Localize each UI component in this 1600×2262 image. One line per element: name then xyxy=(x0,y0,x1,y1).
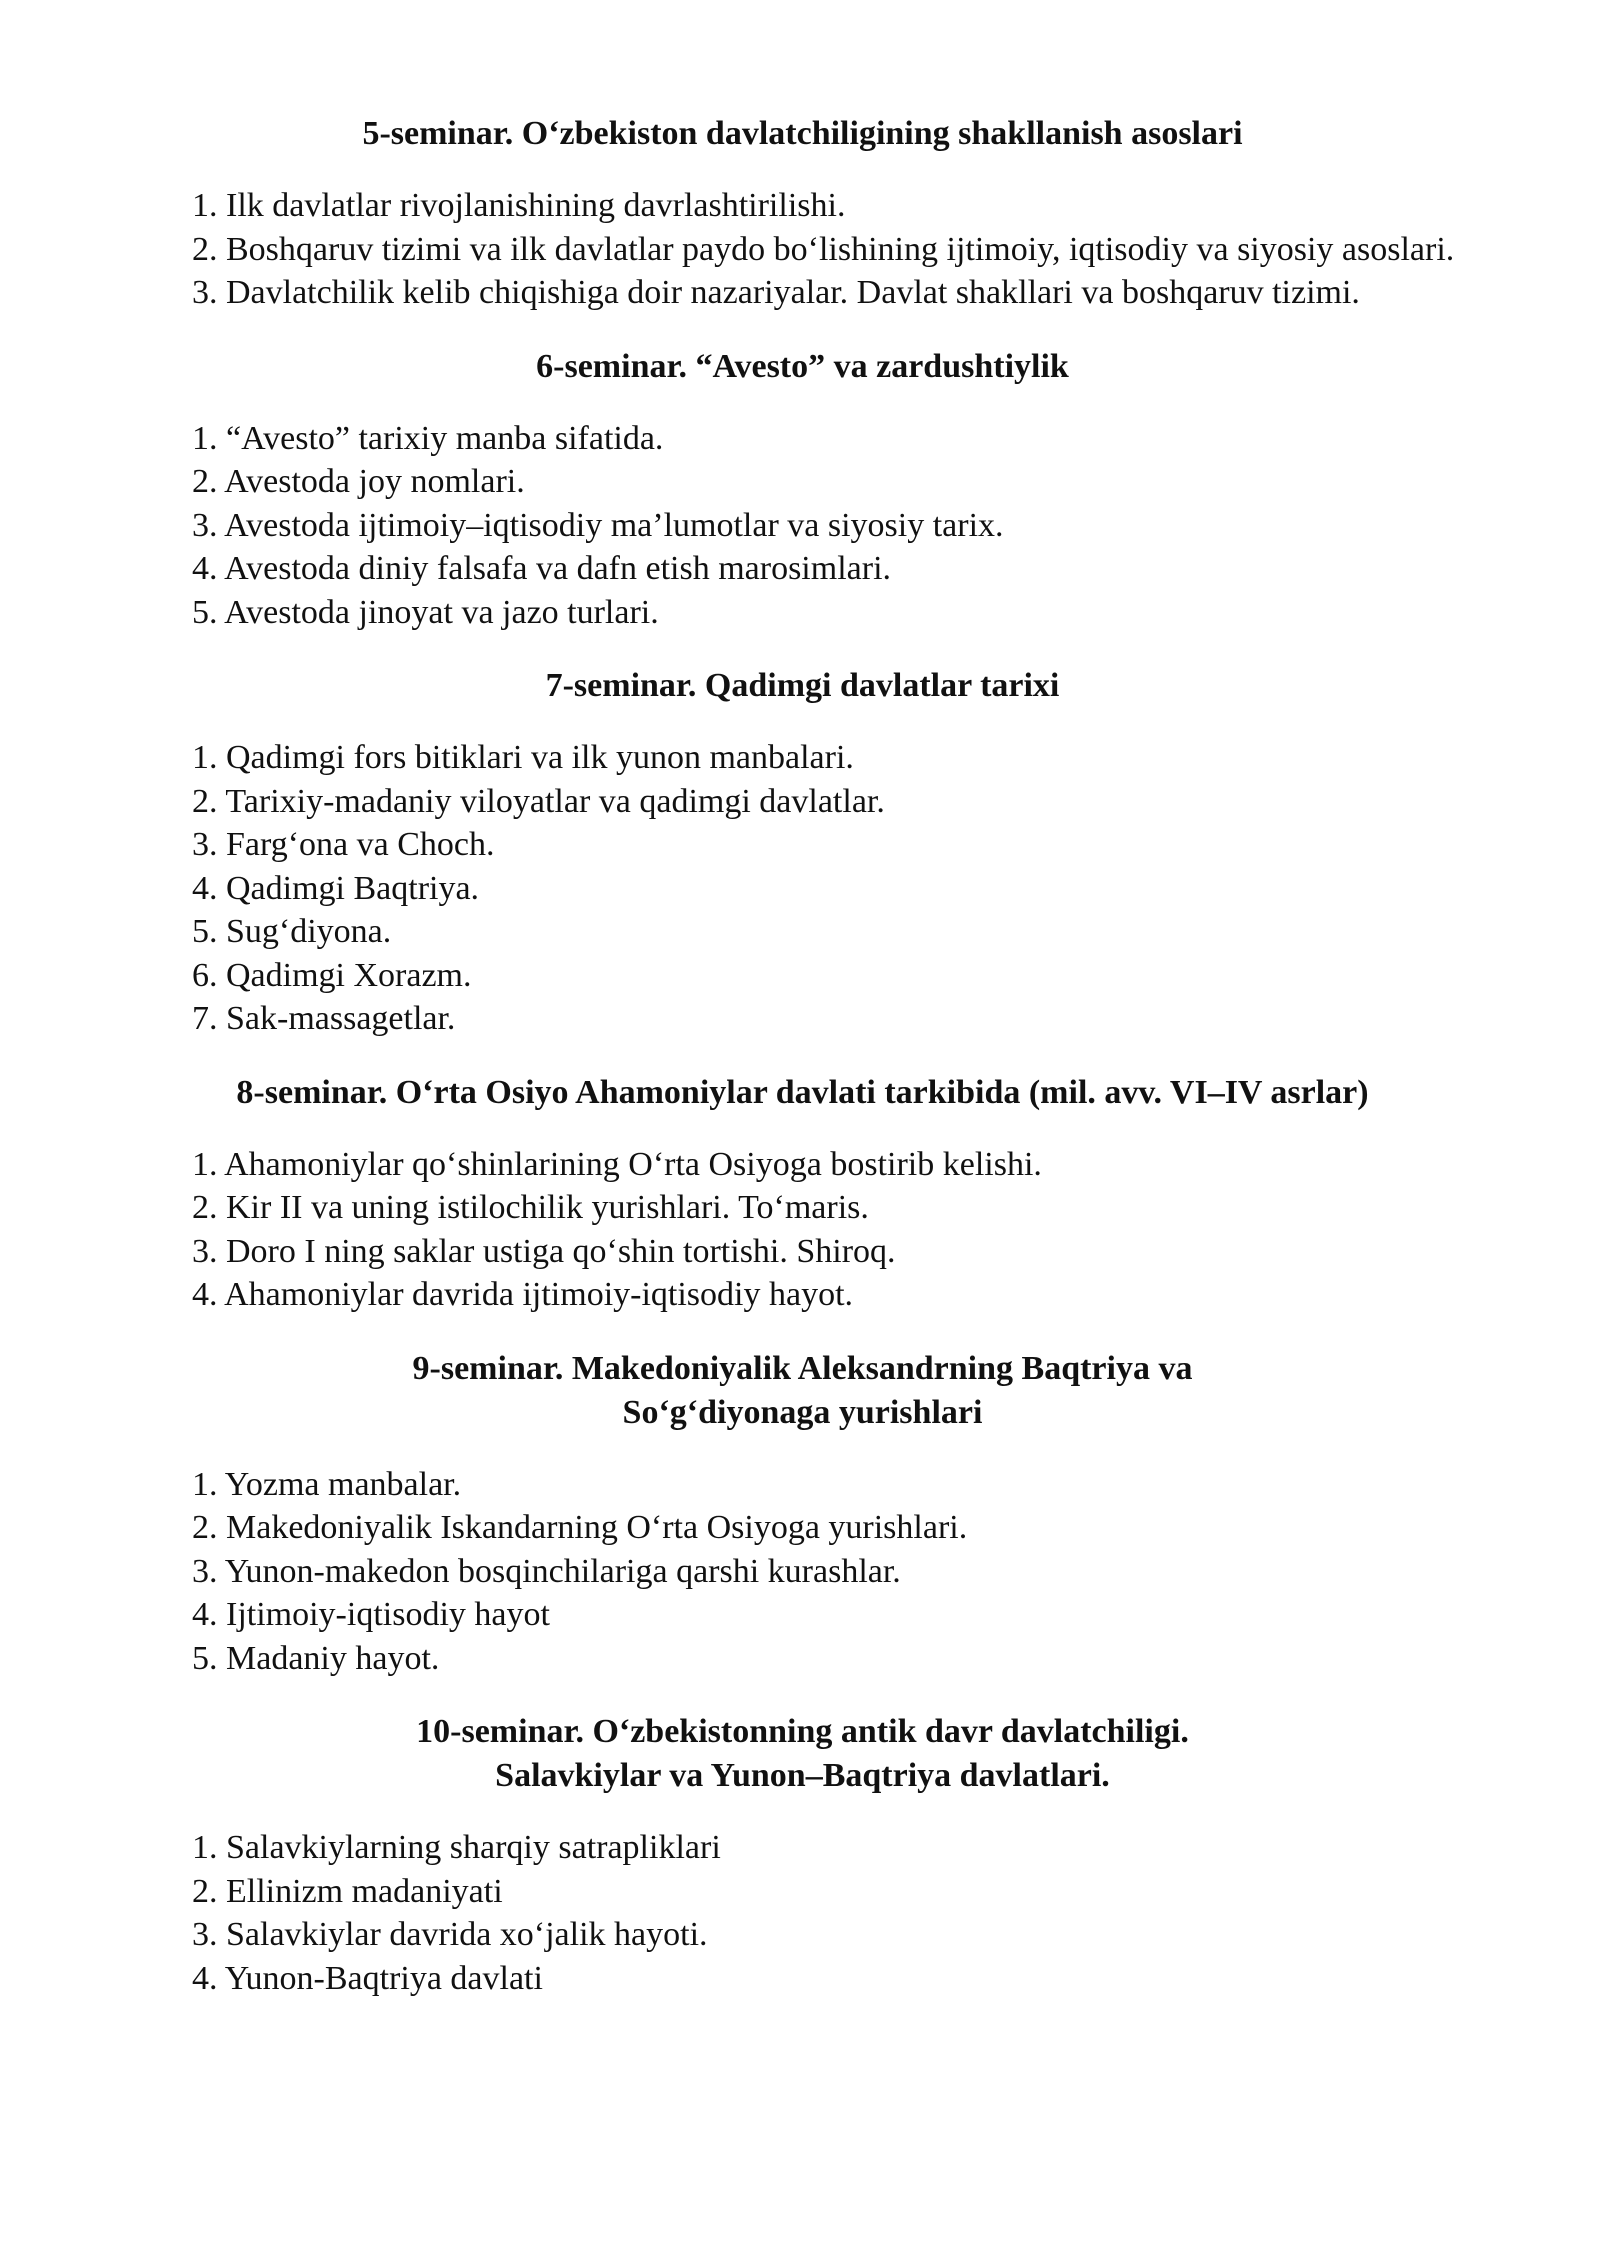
topic-item: 2. Tarixiy-madaniy viloyatlar va qadimgi davlatlar. xyxy=(192,782,885,820)
topic-item: 3. Doro I ning saklar ustiga qo‘shin tortishi. Shiroq. xyxy=(192,1232,896,1270)
section-title-line: 7-seminar. Qadimgi davlatlar tarixi xyxy=(545,667,1060,704)
topic-item: 4. Qadimgi Baqtriya. xyxy=(192,869,480,907)
topic-item: 2. Avestoda joy nomlari. xyxy=(192,463,525,500)
seminar-section-6 xyxy=(117,345,1488,635)
topic-list xyxy=(117,1463,1488,1681)
topic-list xyxy=(117,736,1488,1041)
topic-item: 3. Salavkiylar davrida xo‘jalik hayoti. xyxy=(192,1916,708,1953)
section-title-line: 8-seminar. O‘rta Osiyo Ahamoniylar davlati tarkibida (mil. avv. VI–IV asrlar) xyxy=(236,1073,1369,1111)
section-title-line: 9-seminar. Makedoniyalik Aleksandrning Baqtriya va xyxy=(412,1349,1193,1387)
topic-item: 1. Ahamoniylar qo‘shinlarining O‘rta Osiyoga bostirib kelishi. xyxy=(192,1145,1042,1183)
topic-item: 5. Avestoda jinoyat va jazo turlari. xyxy=(192,593,659,631)
seminar-section-8 xyxy=(117,1071,1488,1317)
topic-item: 4. Yunon-Baqtriya davlati xyxy=(192,1959,543,1997)
topic-item: 3. Davlatchilik kelib chiqishiga doir nazariyalar. Davlat shakllari va boshqaruv tizimi. xyxy=(192,274,1360,311)
topic-item: 4. Avestoda diniy falsafa va dafn etish marosimlari. xyxy=(192,550,892,587)
section-title xyxy=(117,1071,1488,1115)
topic-item: 6. Qadimgi Xorazm. xyxy=(192,956,472,994)
topic-item: 2. Makedoniyalik Iskandarning O‘rta Osiyoga yurishlari. xyxy=(192,1509,968,1546)
topic-list xyxy=(117,184,1488,315)
topic-list xyxy=(117,1143,1488,1317)
topic-item: 1. “Avesto” tarixiy manba sifatida. xyxy=(192,419,664,457)
topic-item: 7. Sak-massagetlar. xyxy=(192,1000,456,1037)
topic-item: 3. Yunon-makedon bosqinchilariga qarshi kurashlar. xyxy=(192,1552,901,1590)
topic-item: 5. Sug‘diyona. xyxy=(192,913,392,950)
topic-item: 1. Yozma manbalar. xyxy=(192,1465,462,1503)
topic-item: 1. Qadimgi fors bitiklari va ilk yunon manbalari. xyxy=(192,739,854,776)
seminar-section-5 xyxy=(117,112,1488,315)
topic-item: 4. Ijtimoiy-iqtisodiy hayot xyxy=(192,1596,550,1633)
topic-item: 3. Farg‘ona va Choch. xyxy=(192,826,495,863)
seminar-section-10 xyxy=(117,1710,1488,2000)
section-title-line: 5-seminar. O‘zbekiston davlatchiligining shakllanish asoslari xyxy=(362,115,1243,152)
topic-item: 2. Ellinizm madaniyati xyxy=(192,1872,503,1910)
topic-item: 5. Madaniy hayot. xyxy=(192,1639,440,1677)
topic-item: 1. Ilk davlatlar rivojlanishining davrlashtirilishi. xyxy=(192,187,846,224)
topic-item: 4. Ahamoniylar davrida ijtimoiy-iqtisodiy hayot. xyxy=(192,1276,854,1313)
section-title xyxy=(117,1710,1488,1798)
topic-item: 3. Avestoda ijtimoiy–iqtisodiy ma’lumotlar va siyosiy tarix. xyxy=(192,506,1004,544)
topic-item: 2. Kir II va uning istilochilik yurishlari. To‘maris. xyxy=(192,1189,869,1226)
section-title xyxy=(117,1347,1488,1435)
section-title-line: 6-seminar. “Avesto” va zardushtiylik xyxy=(536,347,1069,385)
section-title xyxy=(117,112,1488,156)
section-title xyxy=(117,664,1488,708)
topic-item: 2. Boshqaruv tizimi va ilk davlatlar paydo bo‘lishining ijtimoiy, iqtisodiy va siyosiy asoslari. xyxy=(192,230,1455,268)
section-title xyxy=(117,345,1488,389)
topic-list xyxy=(117,1826,1488,2000)
topic-item: 1. Salavkiylarning sharqiy satrapliklari xyxy=(192,1829,721,1866)
section-title-line: Salavkiylar va Yunon–Baqtriya davlatlari. xyxy=(495,1757,1110,1794)
seminar-section-7 xyxy=(117,664,1488,1041)
seminar-section-9 xyxy=(117,1347,1488,1681)
topic-list xyxy=(117,417,1488,635)
section-title-line: So‘g‘diyonaga yurishlari xyxy=(622,1393,983,1431)
section-title-line: 10-seminar. O‘zbekistonning antik davr davlatchiligi. xyxy=(416,1713,1189,1750)
